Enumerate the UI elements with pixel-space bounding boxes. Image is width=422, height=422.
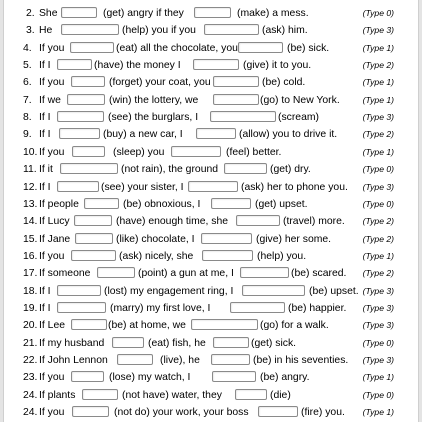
sentence-fragment: (point) a gun at me, I: [138, 268, 234, 280]
exercise-row: [0, 335, 422, 352]
sentence-fragment: (not do) your work, your boss: [114, 407, 249, 419]
sentence-fragment: (forget) your coat, you: [109, 77, 211, 89]
sentence-fragment: (be) obnoxious, I: [123, 198, 201, 210]
sentence-fragment: (be) sick.: [287, 42, 330, 54]
answer-blank-1[interactable]: [57, 285, 101, 296]
sentence-fragment: (be) happier.: [288, 302, 347, 314]
exercise-row: [0, 213, 422, 230]
sentence-fragment: (give) her some.: [256, 233, 332, 245]
question-number: 13.: [23, 198, 38, 210]
sentence-fragment: If Lucy: [39, 216, 70, 228]
answer-blank-2[interactable]: [212, 371, 256, 382]
sentence-fragment: (marry) my first love, I: [110, 302, 211, 314]
question-number: 3.: [26, 25, 35, 37]
answer-blank-1[interactable]: [112, 337, 144, 348]
question-number: 9.: [23, 129, 32, 141]
answer-blank-1[interactable]: [72, 146, 105, 157]
sentence-fragment: If people: [39, 198, 79, 210]
exercise-row: [0, 109, 422, 126]
sentence-fragment: If I: [39, 302, 51, 314]
conditional-type-label: (Type 1): [362, 94, 394, 105]
answer-blank-1[interactable]: [71, 319, 107, 330]
question-number: 15.: [23, 233, 38, 245]
sentence-fragment: If my husband: [39, 337, 105, 349]
sentence-fragment: (eat) all the chocolate, you: [116, 42, 238, 54]
answer-blank-2[interactable]: [211, 198, 251, 209]
sentence-fragment: (get) sick.: [251, 337, 297, 349]
sentence-fragment: (travel) more.: [283, 216, 345, 228]
answer-blank-1[interactable]: [57, 59, 92, 70]
sentence-fragment: (see) your sister, I: [101, 181, 184, 193]
answer-blank-1[interactable]: [57, 111, 104, 122]
exercise-row: [0, 40, 422, 57]
answer-blank-2[interactable]: [196, 128, 236, 139]
sentence-fragment: If you: [39, 372, 65, 384]
answer-blank-2[interactable]: [193, 59, 239, 70]
sentence-fragment: (win) the lottery, we: [109, 94, 199, 106]
sentence-fragment: (sleep) you: [113, 146, 165, 158]
conditional-type-label: (Type 1): [362, 42, 394, 53]
answer-blank-2[interactable]: [201, 233, 252, 244]
sentence-fragment: If you: [39, 146, 65, 158]
question-number: 17.: [23, 268, 38, 280]
exercise-row: [0, 92, 422, 109]
sentence-fragment: (ask) him.: [262, 25, 308, 37]
question-number: 7.: [23, 94, 32, 106]
sentence-fragment: (ask) nicely, she: [119, 250, 194, 262]
exercise-row: [0, 248, 422, 265]
answer-blank-2[interactable]: [194, 7, 231, 18]
answer-blank-2[interactable]: [202, 250, 253, 261]
question-number: 20.: [23, 320, 38, 332]
question-number: 21.: [23, 337, 38, 349]
sentence-fragment: (allow) you to drive it.: [239, 129, 338, 141]
answer-blank-2[interactable]: [258, 406, 298, 417]
answer-blank-1[interactable]: [71, 371, 104, 382]
exercise-row: [0, 22, 422, 39]
question-number: 5.: [23, 60, 32, 72]
answer-blank-2[interactable]: [224, 163, 267, 174]
sentence-fragment: (get) dry.: [270, 164, 311, 176]
exercise-row: [0, 57, 422, 74]
answer-blank-2[interactable]: [242, 285, 305, 296]
exercise-row: [0, 161, 422, 178]
answer-blank-2[interactable]: [211, 354, 250, 365]
sentence-fragment: (go) to New York.: [260, 94, 340, 106]
conditional-type-label: (Type 2): [362, 216, 394, 227]
sentence-fragment: If we: [39, 94, 61, 106]
sentence-fragment: (help) you.: [257, 250, 307, 262]
answer-blank-2[interactable]: [236, 215, 280, 226]
exercise-row: [0, 283, 422, 300]
sentence-fragment: (like) chocolate, I: [116, 233, 195, 245]
question-number: 4.: [23, 42, 32, 54]
conditional-type-label: (Type 3): [362, 285, 394, 296]
sentence-fragment: (be) scared.: [291, 268, 347, 280]
conditional-type-label: (Type 3): [362, 355, 394, 365]
sentence-fragment: If you: [39, 77, 65, 89]
answer-blank-1[interactable]: [57, 302, 106, 313]
conditional-type-label: (Type 3): [362, 112, 394, 123]
question-number: 22.: [23, 355, 38, 366]
answer-blank-2[interactable]: [240, 267, 289, 278]
sentence-fragment: (lose) my watch, I: [109, 372, 191, 384]
sentence-fragment: If Jane: [39, 233, 71, 245]
sentence-fragment: (get) angry if they: [103, 8, 184, 19]
sentence-fragment: (feel) better.: [226, 146, 282, 158]
sentence-fragment: (be) in his seventies.: [253, 355, 349, 366]
answer-blank-2[interactable]: [171, 146, 221, 157]
answer-blank-1[interactable]: [97, 267, 135, 278]
answer-blank-1[interactable]: [57, 181, 99, 192]
question-number: 23.: [23, 372, 38, 384]
sentence-fragment: She: [39, 8, 58, 19]
conditional-type-label: (Type 1): [362, 146, 394, 157]
sentence-fragment: (make) a mess.: [237, 8, 309, 19]
sentence-fragment: If you: [39, 250, 65, 262]
sentence-fragment: If I: [39, 112, 51, 124]
answer-blank-1[interactable]: [70, 42, 114, 53]
answer-blank-1[interactable]: [117, 354, 153, 365]
exercise-row: [0, 352, 422, 369]
exercise-row: [0, 387, 422, 404]
conditional-type-label: (Type 2): [362, 60, 394, 71]
sentence-fragment: (go) for a walk.: [260, 320, 329, 332]
sentence-fragment: (be) at home, we: [108, 320, 186, 332]
question-number: 19.: [23, 302, 38, 314]
sentence-fragment: If I: [39, 181, 51, 193]
sentence-fragment: (buy) a new car, I: [103, 129, 183, 141]
conditional-type-label: (Type 3): [362, 25, 394, 36]
conditional-type-label: (Type 2): [362, 268, 394, 279]
answer-blank-1[interactable]: [60, 163, 118, 174]
exercise-row: [0, 317, 422, 334]
exercise-row: [0, 404, 422, 421]
conditional-type-label: (Type 3): [362, 302, 394, 313]
sentence-fragment: (not rain), the ground: [121, 164, 219, 176]
answer-blank-1[interactable]: [71, 250, 116, 261]
question-number: 16.: [23, 250, 38, 262]
sentence-fragment: (die): [270, 389, 291, 401]
exercise-row: [0, 179, 422, 196]
sentence-fragment: If I: [39, 285, 51, 297]
conditional-type-label: (Type 1): [362, 372, 394, 383]
answer-blank-2[interactable]: [204, 24, 259, 35]
conditional-type-label: (Type 0): [362, 389, 394, 400]
conditional-type-label: (Type 3): [362, 181, 394, 192]
answer-blank-1[interactable]: [61, 7, 97, 18]
sentence-fragment: If John Lennon: [39, 355, 108, 366]
question-number: 11.: [23, 164, 37, 176]
answer-blank-2[interactable]: [213, 76, 259, 87]
answer-blank-1[interactable]: [84, 198, 119, 209]
question-number: 24.: [23, 389, 38, 401]
question-number: 24.: [23, 407, 38, 419]
conditional-type-label: (Type 0): [362, 164, 394, 175]
sentence-fragment: (have) the money I: [94, 60, 181, 72]
question-number: 2.: [26, 8, 35, 19]
sentence-fragment: If I: [39, 60, 51, 72]
answer-blank-2[interactable]: [235, 389, 267, 400]
answer-blank-1[interactable]: [59, 128, 100, 139]
question-number: 8.: [23, 112, 32, 124]
sentence-fragment: (be) upset.: [309, 285, 359, 297]
sentence-fragment: If someone: [39, 268, 91, 280]
exercise-row: [0, 196, 422, 213]
sentence-fragment: If you: [39, 407, 65, 419]
sentence-fragment: (be) angry.: [260, 372, 310, 384]
exercise-row: [0, 369, 422, 386]
exercise-row: [0, 5, 422, 22]
answer-blank-1[interactable]: [82, 389, 118, 400]
question-number: 10.: [23, 146, 38, 158]
answer-blank-1[interactable]: [75, 233, 113, 244]
sentence-fragment: If Lee: [39, 320, 65, 332]
question-number: 18.: [23, 285, 38, 297]
answer-blank-2[interactable]: [213, 94, 259, 105]
sentence-fragment: (get) upset.: [255, 198, 308, 210]
sentence-fragment: (eat) fish, he: [148, 337, 206, 349]
sentence-fragment: If you: [39, 42, 65, 54]
sentence-fragment: (live), he: [160, 355, 200, 366]
exercise-row: [0, 126, 422, 143]
answer-blank-2[interactable]: [191, 319, 258, 330]
answer-blank-2[interactable]: [238, 42, 283, 53]
conditional-type-label: (Type 3): [362, 320, 394, 331]
exercise-row: [0, 74, 422, 91]
sentence-fragment: (lost) my engagement ring, I: [104, 285, 234, 297]
answer-blank-2[interactable]: [210, 111, 276, 122]
sentence-fragment: (be) cold.: [262, 77, 306, 89]
answer-blank-1[interactable]: [67, 94, 105, 105]
sentence-fragment: (see) the burglars, I: [108, 112, 199, 124]
question-number: 12.: [23, 181, 38, 193]
sentence-fragment: If plants: [39, 389, 76, 401]
question-number: 14.: [23, 216, 38, 228]
conditional-type-label: (Type 0): [362, 198, 394, 209]
answer-blank-1[interactable]: [74, 215, 112, 226]
sentence-fragment: He: [39, 25, 53, 37]
conditional-type-label: (Type 0): [362, 8, 394, 18]
conditional-type-label: (Type 1): [362, 407, 394, 418]
sentence-fragment: (have) enough time, she: [116, 216, 229, 228]
sentence-fragment: If it: [39, 164, 53, 176]
sentence-fragment: If I: [39, 129, 51, 141]
exercise-row: [0, 144, 422, 161]
sentence-fragment: (help) you if you: [122, 25, 196, 37]
conditional-type-label: (Type 2): [362, 129, 394, 140]
conditional-type-label: (Type 1): [362, 250, 394, 261]
question-number: 6.: [23, 77, 32, 89]
conditional-type-label: (Type 1): [362, 77, 394, 88]
exercise-row: [0, 231, 422, 248]
sentence-fragment: (ask) her to phone you.: [241, 181, 348, 193]
answer-blank-1[interactable]: [72, 406, 109, 417]
sentence-fragment: (not have) water, they: [122, 389, 222, 401]
answer-blank-2[interactable]: [213, 337, 249, 348]
answer-blank-2[interactable]: [188, 181, 238, 192]
answer-blank-1[interactable]: [71, 76, 105, 87]
sentence-fragment: (fire) you.: [301, 407, 345, 419]
answer-blank-1[interactable]: [61, 24, 119, 35]
answer-blank-2[interactable]: [230, 302, 285, 313]
sentence-fragment: (scream): [278, 112, 319, 124]
exercise-row: [0, 265, 422, 282]
exercise-row: [0, 300, 422, 317]
conditional-type-label: (Type 2): [362, 233, 394, 244]
sentence-fragment: (give) it to you.: [243, 60, 312, 72]
conditional-type-label: (Type 0): [362, 337, 394, 348]
